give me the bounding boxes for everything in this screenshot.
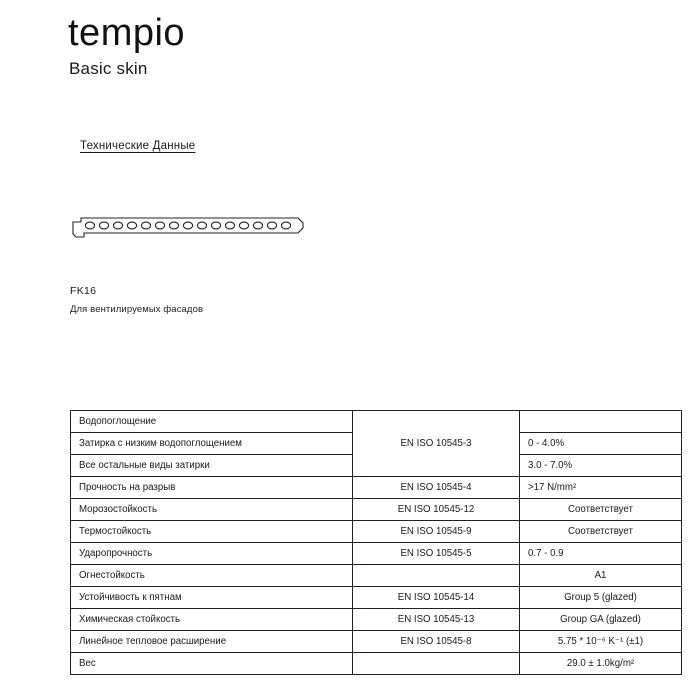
- product-description: Для вентилируемых фасадов: [70, 304, 204, 315]
- cell-property: Водопоглощение: [71, 411, 353, 433]
- cell-property: Устойчивость к пятнам: [71, 587, 353, 609]
- table-row: [71, 631, 682, 653]
- cell-property: Термостойкость: [71, 521, 353, 543]
- cell-property: Морозостойкость: [71, 499, 353, 521]
- table-row: [71, 587, 682, 609]
- table-row: [71, 565, 682, 587]
- table-row: [71, 653, 682, 675]
- cell-value: 0.7 - 0.9: [520, 543, 682, 565]
- cell-standard: [353, 565, 520, 587]
- brand-logo-part2: io: [154, 12, 186, 54]
- cell-value: Group 5 (glazed): [520, 587, 682, 609]
- brand-logo-part1: temp: [68, 12, 155, 54]
- technical-data-table: [70, 410, 682, 675]
- cell-property: Огнестойкость: [71, 565, 353, 587]
- cell-standard: EN ISO 10545-14: [353, 587, 520, 609]
- brand-logo: [68, 12, 185, 55]
- cell-property: Химическая стойкость: [71, 609, 353, 631]
- cell-standard: EN ISO 10545-9: [353, 521, 520, 543]
- cell-standard: EN ISO 10545-3: [353, 411, 520, 477]
- cell-value: >17 N/mm²: [520, 477, 682, 499]
- cell-property: Линейное тепловое расширение: [71, 631, 353, 653]
- cell-property: Прочность на разрыв: [71, 477, 353, 499]
- profile-cross-section-illustration: [70, 215, 315, 243]
- cell-property: Вес: [71, 653, 353, 675]
- table-row: [71, 477, 682, 499]
- cell-standard: EN ISO 10545-8: [353, 631, 520, 653]
- cell-value: Group GA (glazed): [520, 609, 682, 631]
- cell-property: Ударопрочность: [71, 543, 353, 565]
- cell-value: [520, 411, 682, 433]
- cell-value: Соответствует: [520, 521, 682, 543]
- cell-value: Соответствует: [520, 499, 682, 521]
- cell-value: 3.0 - 7.0%: [520, 455, 682, 477]
- page-subtitle: Basic skin: [69, 59, 148, 78]
- cell-value: 29.0 ± 1.0kg/m²: [520, 653, 682, 675]
- cell-value: 5.75 * 10⁻⁶ K⁻¹ (±1): [520, 631, 682, 653]
- cell-value: 0 - 4.0%: [520, 433, 682, 455]
- table-row: [71, 609, 682, 631]
- cell-standard: EN ISO 10545-13: [353, 609, 520, 631]
- cell-standard: EN ISO 10545-12: [353, 499, 520, 521]
- cell-property: Все остальные виды затирки: [71, 455, 353, 477]
- cell-standard: [353, 653, 520, 675]
- cell-standard: EN ISO 10545-4: [353, 477, 520, 499]
- table-row: [71, 411, 682, 433]
- table-row: [71, 543, 682, 565]
- cell-value: A1: [520, 565, 682, 587]
- cell-property: Затирка с низким водопоглощением: [71, 433, 353, 455]
- table-row: [71, 499, 682, 521]
- section-title: Технические Данные: [80, 140, 196, 152]
- table-row: [71, 521, 682, 543]
- cell-standard: EN ISO 10545-5: [353, 543, 520, 565]
- product-code: FK16: [70, 285, 97, 297]
